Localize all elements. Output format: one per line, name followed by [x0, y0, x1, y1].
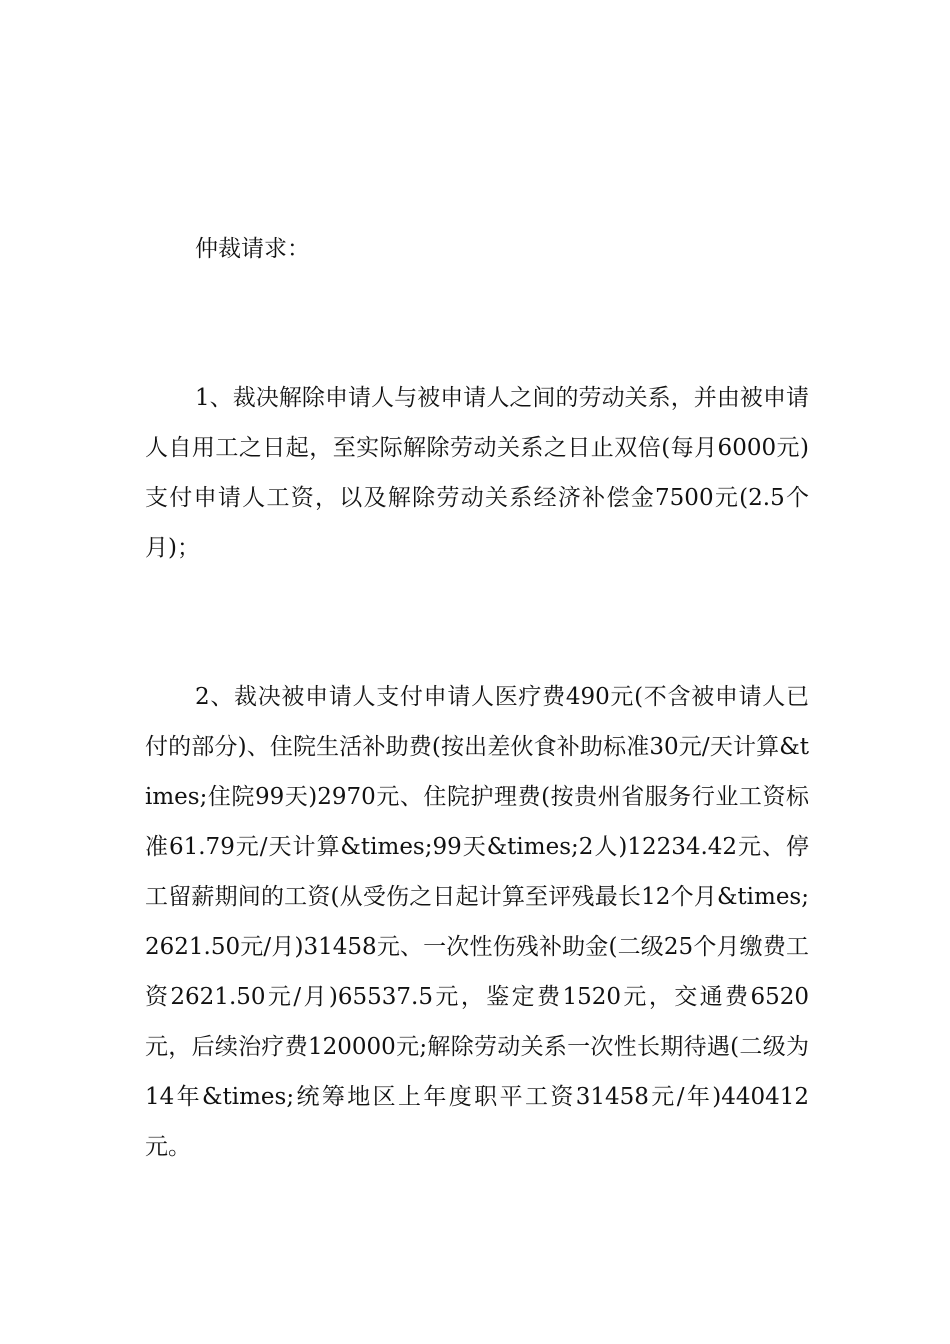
- claim-paragraph-2: 2、裁决被申请人支付申请人医疗费490元(不含被申请人已付的部分)、住院生活补助费(按出差伙食补助标准30元/天计算&times;住院99天)2970元、住院护理费(按贵州省服务行业工资标准61.79元/天计算&times;99天&times;2人)12234.42元、停工留薪期间的工资(从受伤之日起计算至评残最长12个月&times;2621.50元/月)31458元、一次性伤残补助金(二级25个月缴费工资2621.50元/月)65537.5元，鉴定费1520元，交通费6520元，后续治疗费120000元;解除劳动关系一次性长期待遇(二级为14年&times;统筹地区上年度职平工资31458元/年)440412元。: [145, 684, 809, 1160]
- section-heading: 仲裁请求：: [195, 236, 310, 262]
- claim-paragraph-1: 1、裁决解除申请人与被申请人之间的劳动关系，并由被申请人自用工之日起，至实际解除劳动关系之日止双倍(每月6000元)支付申请人工资，以及解除劳动关系经济补偿金7500元(2.5个月)；: [145, 385, 809, 561]
